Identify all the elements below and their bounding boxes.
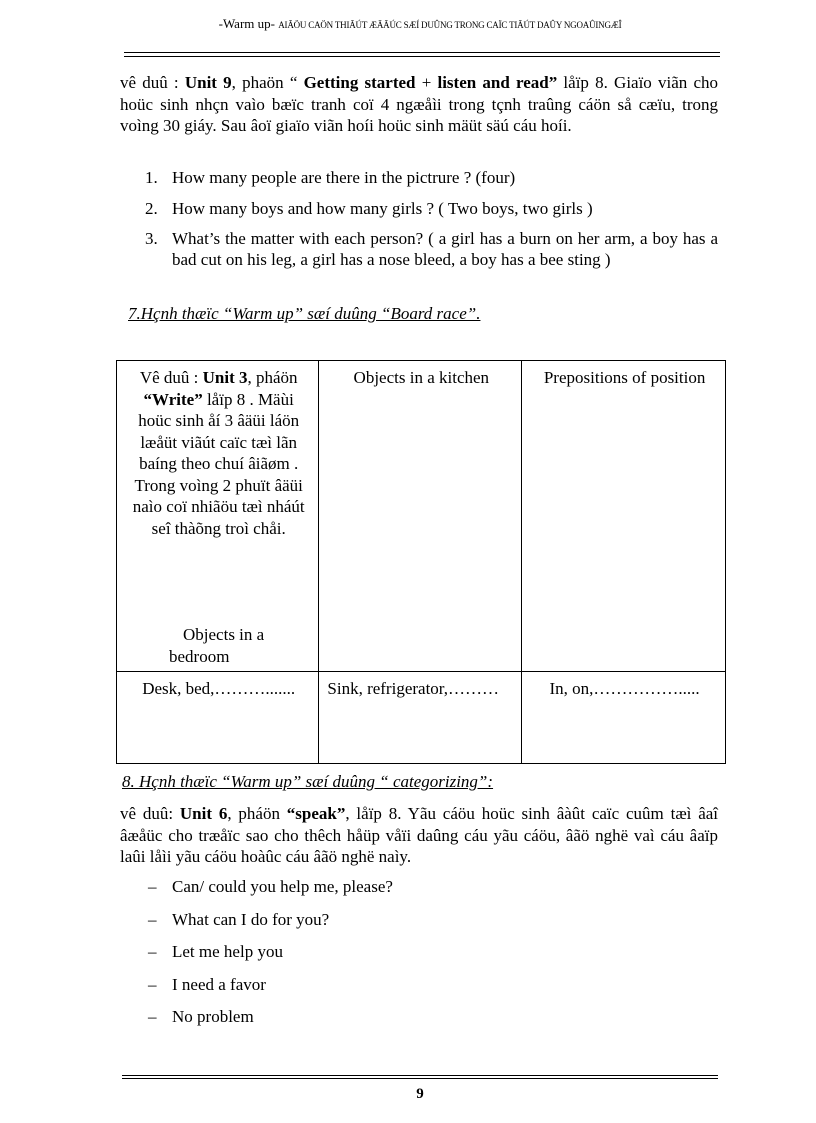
section-heading-7: 7.Hçnh thæïc “Warm up” sæí duûng “Board race”. [128, 304, 481, 323]
page-number: 9 [416, 1086, 424, 1102]
list-item: 1. How many people are there in the pictrure ? (four) [145, 168, 516, 187]
list-item: – No problem [148, 1007, 254, 1026]
header-rule [124, 56, 720, 57]
table-cell [117, 361, 319, 672]
table-cell [319, 361, 522, 672]
list-item: – What can I do for you? [148, 909, 330, 929]
prepositions-header: Prepositions of position [543, 368, 706, 387]
unit6-paragraph: vê duû: Unit 6, pháön “speak”, låïp 8. Yãu cáöu hoüc sinh âàût caïc cuûm tæì âaî âæåüc cho træåïc sao cho thêch håüp våïi daûng cáu yãu cáöu, âãö nghë vaì cáu âaïp laûi låìi yãu cáöu hoàûc cáu âãö nghë naìy. [120, 804, 719, 866]
footer-rule [122, 1078, 718, 1079]
header-subtitle: AIÃÖU CAÖN THIÃÚT ÆÃÃÚC SÆÍ DUÛNG TRONG CAÏC TIÃÚT DAÛY NGOAÛINGÆÎ [278, 20, 622, 30]
kitchen-header: Objects in a kitchen [353, 368, 490, 387]
list-item: 2. How many boys and how many girls ? ( Two boys, two girls ) [145, 198, 593, 218]
bedroom-header: Objects in a bedroom [169, 625, 265, 666]
footer-rule [122, 1075, 718, 1076]
table-cell: Sink, refrigerator,……… [319, 672, 522, 764]
list-item: – I need a favor [148, 974, 266, 994]
header-rule [124, 52, 720, 53]
section-heading-8: 8. Hçnh thæïc “Warm up” sæí duûng “ categorizing”: [122, 772, 494, 791]
table-cell [522, 361, 726, 672]
table-cell: Desk, bed,………....... [117, 672, 319, 764]
page-header [120, 16, 720, 32]
header-prefix: -Warm up- [218, 16, 275, 31]
cell-instructions: Vê duû : Unit 3, pháön “Write” låïp 8 . Mäùi hoüc sinh åí 3 âäüi láön læåüt viãút caïc tæì lãn baíng theo chuí âiãøm . Trong voìng 2 phuït âäüi naìo coï nhiãöu tæì nháút seî thàõng troì chåi. [132, 368, 305, 538]
phrase-list [148, 876, 393, 1039]
list-item: 3. What’s the matter with each person? ( a girl has a burn on her arm, a boy has a bad cut on his leg, a girl has a nose bleed, a boy has a bee sting ) [145, 229, 718, 269]
list-item: – Let me help you [148, 942, 283, 961]
list-item: – Can/ could you help me, please? [148, 877, 393, 896]
table-cell: In, on,……………..... [522, 672, 726, 764]
word-table [116, 360, 726, 764]
unit9-paragraph: vê duû : Unit 9, phaön “ Getting started + listen and read” låïp 8. Giaïo viãn cho hoüc sinh nhçn vaìo bæïc tranh coï 4 ngæåìi trong tçnh traûng cáön så cæïu, trong voìng 30 giáy. Sau âoï giaïo viãn hoíi hoüc sinh mäüt säú cáu hoíi. [120, 73, 718, 135]
question-list [145, 168, 718, 270]
